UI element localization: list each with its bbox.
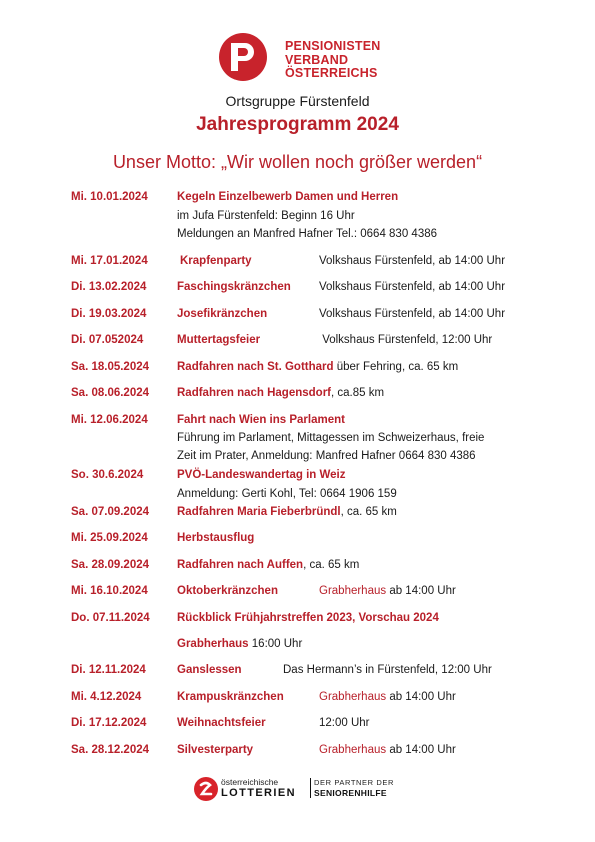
event-title: Radfahren nach Auffen [177, 559, 304, 571]
event-tail: , ca. 65 km [303, 559, 360, 571]
event-tail: , ca. 65 km [340, 506, 397, 518]
event-date: Sa. 28.12.2024 [71, 744, 150, 756]
event-date: Mi. 25.09.2024 [71, 532, 148, 544]
event-title: PVÖ-Landeswandertag in Weiz [177, 469, 346, 481]
ortsgruppe-label: Ortsgruppe Fürstenfeld [225, 93, 370, 109]
event-title: Faschingskränzchen [177, 281, 291, 293]
event-title: Radfahren Maria Fieberbründl [177, 506, 341, 518]
event-date: Mi. 16.10.2024 [71, 585, 148, 597]
event-date: Sa. 28.09.2024 [71, 559, 150, 571]
event-location: ab 14:00 Uhr [386, 691, 456, 703]
footer-partner-text: DER PARTNER DER [314, 778, 394, 787]
event-date: So. 30.6.2024 [71, 469, 144, 481]
event-date: Di. 17.12.2024 [71, 717, 147, 729]
event-venue: Grabherhaus [319, 691, 387, 703]
event-detail-line: Meldungen an Manfred Hafner Tel.: 0664 830 4386 [177, 228, 438, 240]
event-title: Muttertagsfeier [177, 334, 261, 346]
footer-seniorenhilfe: SENIORENHILFE [314, 788, 387, 798]
event-title: Rückblick Frühjahrstreffen 2023, Vorschau 2024 [177, 612, 439, 624]
event-date: Do. 07.11.2024 [71, 612, 150, 624]
event-title: Silvesterparty [177, 744, 254, 756]
event-date: Mi. 4.12.2024 [71, 691, 142, 703]
event-date: Mi. 10.01.2024 [71, 191, 148, 203]
logo-line-3: ÖSTERREICHS [285, 66, 378, 80]
event-date: Sa. 07.09.2024 [71, 506, 150, 518]
event-title-group [177, 385, 384, 401]
event-location: Das Hermann’s in Fürstenfeld, 12:00 Uhr [283, 664, 492, 676]
event-tail: , ca.85 km [331, 387, 385, 399]
event-detail-line: Anmeldung: Gerti Kohl, Tel: 0664 1906 159 [177, 488, 397, 500]
event-detail-line: 16:00 Uhr [248, 638, 303, 650]
logo-text [285, 40, 380, 81]
event-location: ab 14:00 Uhr [386, 744, 456, 756]
event-venue: Grabherhaus [177, 638, 249, 650]
event-title-group [177, 504, 397, 520]
event-location-group [319, 583, 456, 599]
event-title: Krampuskränzchen [177, 691, 284, 703]
event-detail-group [177, 636, 302, 652]
motto: Unser Motto: „Wir wollen noch größer werden“ [112, 152, 483, 172]
event-date: Di. 12.11.2024 [71, 664, 146, 676]
event-title: Herbstausflug [177, 532, 255, 544]
page-title: Jahresprogramm 2024 [196, 114, 399, 135]
footer-top-text: österreichische [221, 777, 279, 787]
event-venue: Grabherhaus [319, 585, 387, 597]
event-location-group [319, 689, 456, 705]
event-date: Di. 07.052024 [71, 334, 144, 346]
event-date: Mi. 17.01.2024 [71, 255, 148, 267]
pvoe-p-icon [219, 33, 279, 85]
lotterien-logo [193, 776, 413, 802]
event-title: Oktoberkränzchen [177, 585, 278, 597]
event-location: Volkshaus Fürstenfeld, 12:00 Uhr [319, 334, 493, 346]
lotterien-emblem-icon [193, 776, 219, 802]
event-title: Josefikränzchen [177, 308, 268, 320]
footer-brand: LOTTERIEN [221, 787, 296, 799]
event-tail: über Fehring, ca. 65 km [333, 361, 459, 373]
event-detail-line: im Jufa Fürstenfeld: Beginn 16 Uhr [177, 210, 355, 222]
event-title: Kegeln Einzelbewerb Damen und Herren [177, 191, 399, 203]
event-title: Radfahren nach Hagensdorf [177, 387, 331, 399]
event-location: Volkshaus Fürstenfeld, ab 14:00 Uhr [319, 255, 506, 267]
event-location: ab 14:00 Uhr [386, 585, 456, 597]
logo-line-1: PENSIONISTEN [285, 39, 381, 53]
event-date: Di. 13.02.2024 [71, 281, 147, 293]
footer-divider [310, 778, 311, 798]
event-date: Sa. 18.05.2024 [71, 361, 150, 373]
event-location: 12:00 Uhr [319, 717, 370, 729]
event-title-group [177, 359, 458, 375]
event-location: Volkshaus Fürstenfeld, ab 14:00 Uhr [319, 281, 506, 293]
event-title-group [177, 557, 359, 573]
event-date: Mi. 12.06.2024 [71, 414, 148, 426]
event-location-group [319, 742, 456, 758]
event-title: Radfahren nach St. Gotthard [177, 361, 334, 373]
event-title: Krapfenparty [180, 255, 252, 267]
event-date: Di. 19.03.2024 [71, 308, 147, 320]
event-location: Volkshaus Fürstenfeld, ab 14:00 Uhr [319, 308, 506, 320]
event-detail-line: Führung im Parlament, Mittagessen im Schweizerhaus, freie [177, 432, 485, 444]
event-title: Ganslessen [177, 664, 242, 676]
event-venue: Grabherhaus [319, 744, 387, 756]
event-date: Sa. 08.06.2024 [71, 387, 150, 399]
logo-line-2: VERBAND [285, 52, 349, 67]
event-title: Fahrt nach Wien ins Parlament [177, 414, 345, 426]
event-title: Weihnachtsfeier [177, 717, 266, 729]
event-detail-line: Zeit im Prater, Anmeldung: Manfred Hafner 0664 830 4386 [177, 450, 476, 462]
